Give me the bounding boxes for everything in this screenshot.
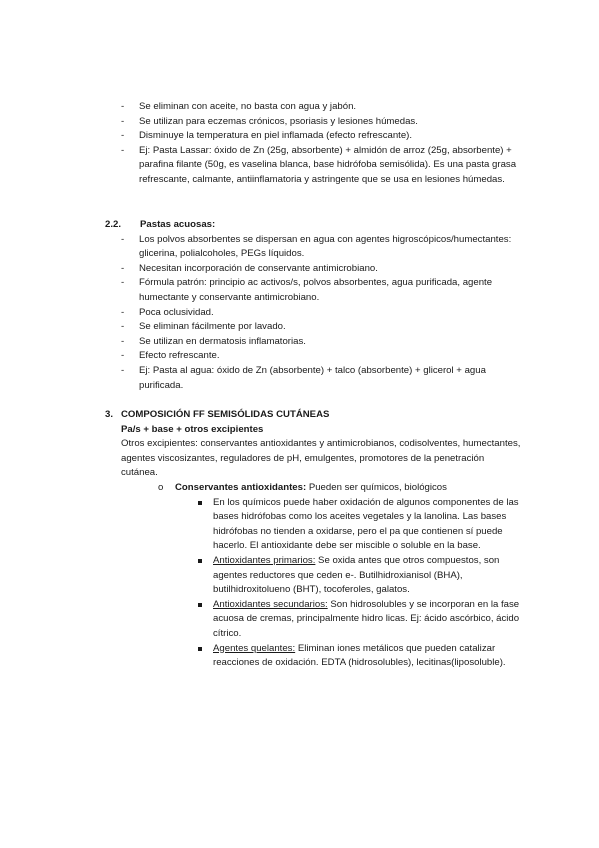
intro-paragraph: Otros excipientes: conservantes antioxidantes y antimicrobianos, codisolventes, humectantes, agentes viscosizantes, reguladores de pH, emulgentes, promotores de la penetración cutánea. xyxy=(121,438,521,479)
square-bullet-icon xyxy=(198,559,202,563)
circle-bullet-icon: o xyxy=(158,481,164,493)
section-heading xyxy=(105,218,525,233)
list-item: - Fórmula patrón: principio ac activos/s, polvos absorbentes, agua purificada, agente humectante y conservante antimicrobiano. xyxy=(121,276,521,305)
list-item: - Poca oclusividad. xyxy=(121,306,521,321)
square-bullet-icon xyxy=(198,501,202,505)
item-text: Se oxida antes que otros compuestos, son agentes reductores que ceden e-. Butilhidroxianisol (BHA), butilhidroxitolueno (BHT), tocoferoles, galatos. xyxy=(213,554,500,596)
section-number: 3. xyxy=(105,409,114,420)
item-text: Son hidrosolubles y se incorporan en la fase acuosa de cremas, principalmente hidro licas. Ej: ácido ascórbico, ácido cítrico. xyxy=(213,598,520,639)
section-subtitle: Pa/s + base + otros excipientes xyxy=(121,423,264,435)
dash-list-pastas-grasas xyxy=(121,100,521,188)
list-item: - Se eliminan fácilmente por lavado. xyxy=(121,320,521,335)
item-label: Conservantes antioxidantes: xyxy=(175,481,307,493)
section-heading xyxy=(105,408,525,423)
list-item: - Ej: Pasta al agua: óxido de Zn (absorbente) + talco (absorbente) + glicerol + agua purificada. xyxy=(121,364,521,393)
list-item xyxy=(198,496,523,554)
item-label: Antioxidantes secundarios: xyxy=(213,598,328,610)
item-text: Pueden ser químicos, biológicos xyxy=(306,481,447,493)
list-item: - Necesitan incorporación de conservante antimicrobiano. xyxy=(121,262,521,277)
list-item xyxy=(198,642,523,671)
section-title: Pastas acuosas: xyxy=(140,219,216,230)
section-number: 2.2. xyxy=(105,219,122,230)
square-bullet-icon xyxy=(198,647,202,651)
section-composicion xyxy=(105,408,525,671)
list-item: - Los polvos absorbentes se dispersan en agua con agentes higroscópicos/humectantes: glicerina, polialcoholes, PEGs líquidos. xyxy=(121,233,521,262)
item-label: Agentes quelantes: xyxy=(213,642,296,654)
list-item: - Disminuye la temperatura en piel inflamada (efecto refrescante). xyxy=(121,129,521,144)
bullet-list-antioxidantes xyxy=(175,496,520,671)
section-pastas-acuosas xyxy=(105,218,525,393)
list-item-conservantes xyxy=(158,481,520,671)
list-item: - Se eliminan con aceite, no basta con agua y jabón. xyxy=(121,100,521,115)
list-item: - Se utilizan en dermatosis inflamatorias. xyxy=(121,335,521,350)
section-title: COMPOSICIÓN FF SEMISÓLIDAS CUTÁNEAS xyxy=(121,409,330,420)
item-label: Antioxidantes primarios: xyxy=(213,554,316,566)
list-item: - Se utilizan para eczemas crónicos, psoriasis y lesiones húmedas. xyxy=(121,115,521,130)
list-item xyxy=(198,598,523,642)
item-text: En los químicos puede haber oxidación de algunos componentes de las bases hidrófobas como los aceites vegetales y la lanolina. Las bases hidrófobas no tienden a oxidarse, pero el pa que contienen sí puede hacerlo. El antioxidante debe ser miscible o soluble en la base. xyxy=(213,496,519,552)
item-text: Eliminan iones metálicos que pueden catalizar reacciones de oxidación. EDTA (hidrosolubles), lecitinas(liposoluble). xyxy=(213,642,506,669)
square-bullet-icon xyxy=(198,603,202,607)
dash-list-pastas-acuosas xyxy=(121,233,521,394)
list-item: - Ej: Pasta Lassar: óxido de Zn (25g, absorbente) + almidón de arroz (25g, absorbente) + parafina filante (50g, es vaselina blanca, base hidrófoba semisólida). Es una pasta grasa refrescante, calmante, antiinflamatoria y astringente que se usa en lesiones húmedas. xyxy=(121,144,521,188)
list-item xyxy=(198,554,523,598)
list-item: - Efecto refrescante. xyxy=(121,349,521,364)
